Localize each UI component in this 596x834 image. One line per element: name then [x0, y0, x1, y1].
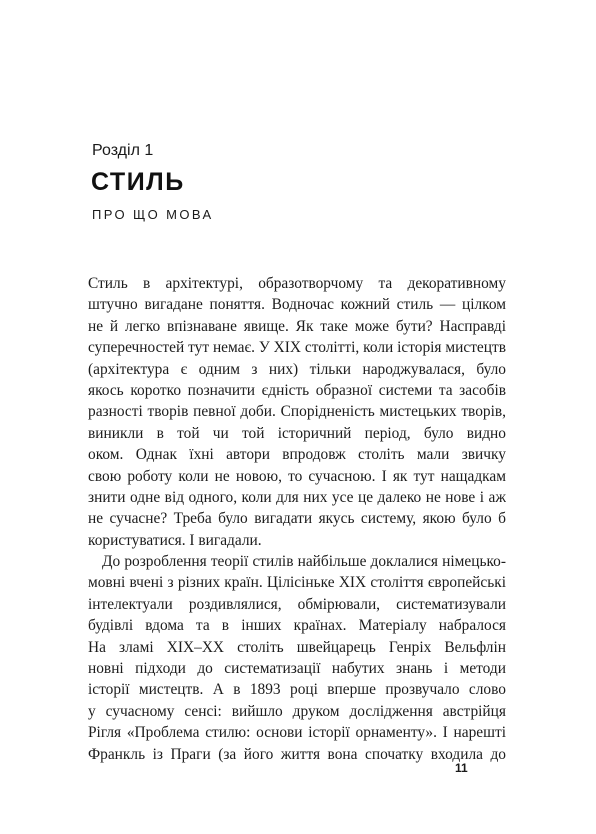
text-line: не й легко впізнаване явище. Як таке може бути? Насправді [88, 317, 506, 335]
body-text [88, 273, 506, 765]
text-line: свою роботу коли не новою, то сучасною. І як тут нащадкам [88, 467, 506, 485]
text-line: виникли в той чи той історичний період, було видно [88, 424, 506, 442]
section-title: ПРО ЩО МОВА [92, 207, 214, 222]
text-line: До розроблення теорії стилів найбільше доклалися німецько- [102, 553, 506, 571]
text-line: Франкль із Праги (за його життя вона спочатку входила до [88, 745, 506, 763]
text-line: суперечностей тут немає. У XIX столітті, коли історія мистецтв [88, 339, 506, 357]
chapter-title: СТИЛЬ [91, 168, 185, 196]
text-line: оком. Однак їхні автори впродовж століть мали звичку [88, 446, 506, 464]
text-line: якось коротко позначити єдність образної системи та засобів [88, 381, 506, 399]
text-line: Рігля «Проблема стилю: основи історії орнаменту». І нарешті [88, 724, 506, 742]
text-line: штучно вигадане поняття. Водночас кожний стиль — цілком [88, 296, 506, 314]
text-line: На зламі XIX–XX століть швейцарець Генріх Вельфлін [88, 638, 506, 656]
text-line: історії мистецтв. А в 1893 році вперше прозвучало слово [88, 681, 506, 699]
text-line: мовні вчені з різних країн. Цілісіньке XIX століття європейські [88, 574, 506, 592]
text-line: користуватися. І вигадали. [88, 531, 262, 549]
text-line: будівлі вдома та в інших країнах. Матеріалу набралося [88, 617, 506, 635]
text-line: (архітектура є одним з них) тільки народжувалася, було [88, 360, 506, 378]
chapter-label: Розділ 1 [92, 142, 154, 159]
text-line: інтелектуали роздивлялися, обмірювали, систематизували [88, 595, 506, 613]
text-line: не сучасне? Треба було вигадати якусь систему, якою було б [88, 510, 506, 528]
text-line: разності творів певної доби. Спорідненість мистецьких творів, [88, 403, 506, 421]
text-line: новні підходи до систематизації набутих знань і методи [88, 660, 506, 678]
text-line: Стиль в архітектурі, образотворчому та декоративному [88, 275, 506, 292]
text-line: знити одне від одного, коли для них усе це далеко не нове і аж [88, 488, 506, 506]
page-number: 11 [455, 761, 468, 775]
text-line: у сучасному сенсі: вийшло друком дослідження австрійця [88, 702, 506, 720]
